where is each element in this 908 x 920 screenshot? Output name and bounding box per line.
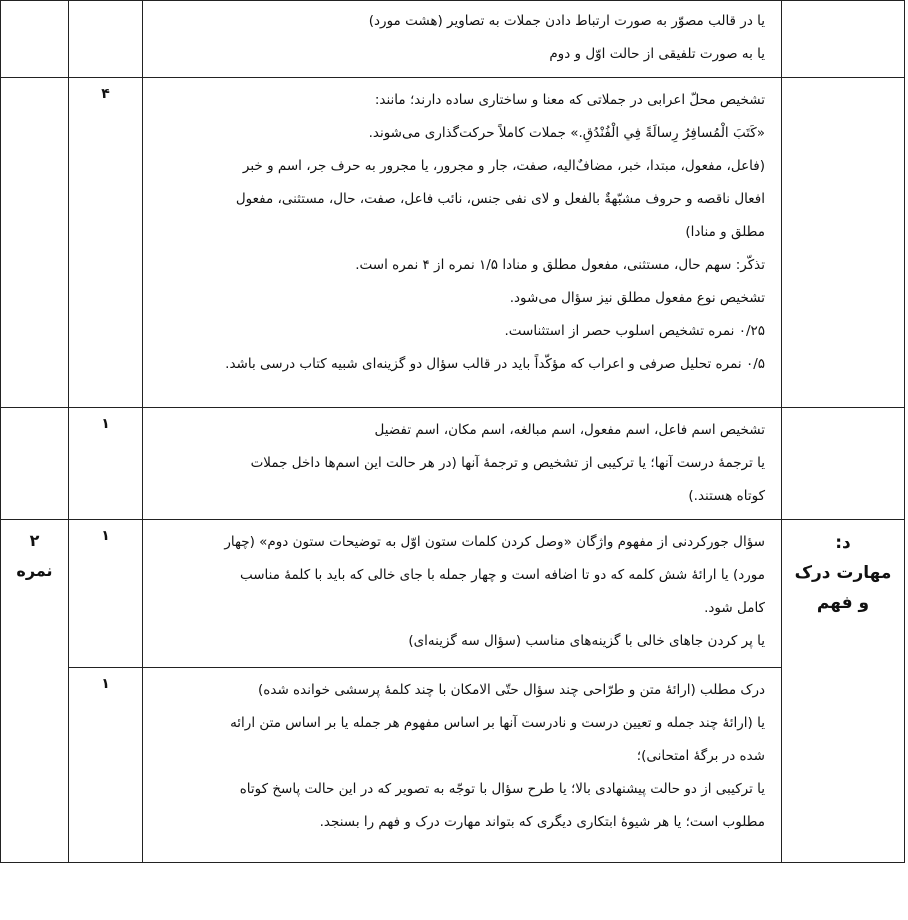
row-score: ۴ xyxy=(101,86,110,102)
description-cell xyxy=(143,520,782,668)
score-cell xyxy=(69,408,143,520)
total-cell xyxy=(1,408,69,520)
score-cell xyxy=(69,78,143,408)
description-cell xyxy=(143,408,782,520)
skill-cell xyxy=(782,78,905,408)
section-letter: د: xyxy=(835,533,851,553)
description-line: یا ترکیبی از دو حالت پیشنهادی بالا؛ یا طرح سؤال با توجّه به تصویر که در این حالت پاسخ کوتاه xyxy=(239,781,765,797)
score-cell xyxy=(69,520,143,668)
description-line: درک مطلب (ارائهٔ متن و طرّاحی چند سؤال حتّی الامکان با چند کلمهٔ پرسشی خوانده شده) xyxy=(258,682,765,698)
description-line: (فاعل، مفعول، مبتدا، خبر، مضافٌ‌الیه، صفت، جار و مجرور، یا مجرور به حرف جر، اسم و خبر xyxy=(242,158,765,174)
description-line: مطلوب است؛ یا هر شیوهٔ ابتکاری دیگری که بتواند مهارت درک و فهم را بسنجد. xyxy=(319,814,765,830)
description-line: مطلق و منادا) xyxy=(685,224,765,240)
total-cell xyxy=(1,1,69,78)
table-row xyxy=(1,78,905,408)
table-row xyxy=(1,668,905,863)
score-cell xyxy=(69,1,143,78)
section-total-value: ۲ xyxy=(29,531,40,550)
section-total-unit: نمره xyxy=(16,561,53,580)
description-cell xyxy=(143,668,782,863)
description-cell xyxy=(143,1,782,78)
section-skill-title-2: و فهم xyxy=(816,593,870,613)
description-line: مورد) یا ارائهٔ شش کلمه که دو تا اضافه است و چهار جمله با جای خالی که باید با کلمهٔ مناسب xyxy=(239,567,765,583)
description-line: یا در قالب مصوّر به صورت ارتباط دادن جملات به تصاویر (هشت مورد) xyxy=(368,13,765,29)
table-row xyxy=(1,520,905,668)
description-line: تذکّر: سهم حال، مستثنی، مفعول مطلق و منادا ۱/۵ نمره از ۴ نمره است. xyxy=(355,257,765,273)
description-line: شده در برگهٔ امتحانی)؛ xyxy=(636,748,765,764)
description-line: تشخیص محلّ اعرابی در جملاتی که معنا و ساختاری ساده دارند؛ مانند: xyxy=(374,92,765,108)
table-row xyxy=(1,408,905,520)
section-total-cell xyxy=(1,520,69,863)
description-cell xyxy=(143,78,782,408)
description-line: کوتاه هستند.) xyxy=(688,488,765,504)
description-line: تشخیص اسم فاعل، اسم مفعول، اسم مبالغه، اسم مکان، اسم تفضیل xyxy=(374,422,765,438)
row-score: ۱ xyxy=(101,416,110,432)
skill-cell xyxy=(782,408,905,520)
description-line: کامل شود. xyxy=(704,600,765,616)
description-line: ۰/۲۵ نمره تشخیص اسلوب حصر از استثناست. xyxy=(504,323,765,339)
description-line: یا (ارائهٔ چند جمله و تعیین درست و نادرست آنها بر اساس مفهوم هر جمله یا بر اساس متن ارائه xyxy=(230,715,765,731)
description-line: تشخیص نوع مفعول مطلق نیز سؤال می‌شود. xyxy=(509,290,765,306)
description-line: سؤال جورکردنی از مفهوم واژگان «وصل کردن کلمات ستون اوّل به توضیحات ستون دوم» (چهار xyxy=(224,534,765,550)
table-row xyxy=(1,1,905,78)
description-line: «کَتَبَ الْمُسافِرُ رِسالَةً فِي الْفُنْدُقِ.» جملات کاملاً حرکت‌گذاری می‌شوند. xyxy=(368,125,765,141)
description-line: یا ترجمهٔ درست آنها؛ یا ترکیبی از تشخیص و ترجمهٔ آنها (در هر حالت این اسم‌ها داخل جملات xyxy=(250,455,765,471)
description-line: ۰/۵ نمره تحلیل صرفی و اعراب که مؤکّداً باید در قالب سؤال دو گزینه‌ای شبیه کتاب درسی باشد. xyxy=(225,356,765,372)
description-line: افعال ناقصه و حروف مشبّهةٌ بالفعل و لای نفی جنس، نائب فاعل، صفت، حال، مستثنی، مفعول xyxy=(235,191,765,207)
total-cell xyxy=(1,78,69,408)
row-score: ۱ xyxy=(101,528,110,544)
skill-cell xyxy=(782,1,905,78)
description-line: یا به صورت تلفیقی از حالت اوّل و دوم xyxy=(549,46,765,62)
section-skill-cell xyxy=(782,520,905,863)
description-line: یا پر کردن جاهای خالی با گزینه‌های مناسب (سؤال سه گزینه‌ای) xyxy=(408,633,765,649)
score-cell xyxy=(69,668,143,863)
section-skill-title: مهارت درک xyxy=(794,563,892,583)
row-score: ۱ xyxy=(101,676,110,692)
